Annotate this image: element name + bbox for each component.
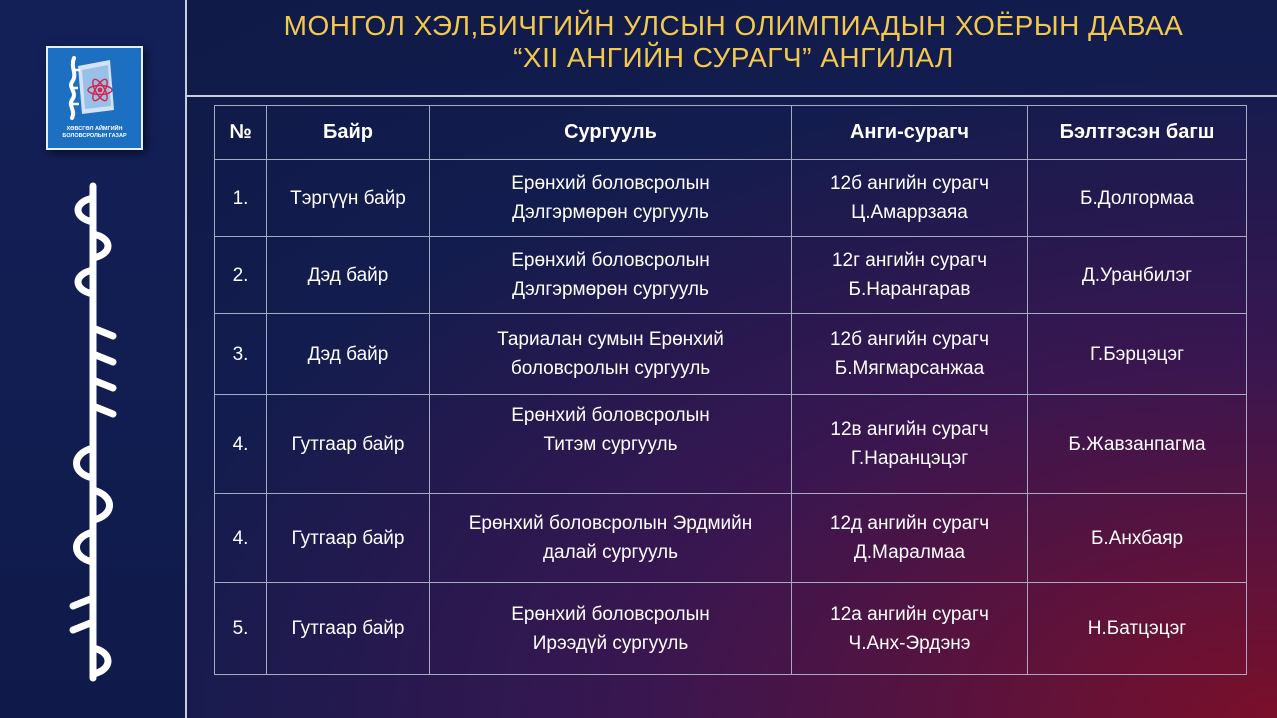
student-line: 12б ангийн сурагч: [829, 329, 990, 350]
school-line: Дэлгэрмөрөн сургууль: [512, 202, 709, 223]
logo-line-1: ХӨВСГӨЛ АЙМГИЙН: [66, 126, 123, 132]
header-place: Байр: [267, 106, 430, 160]
cell-school: [430, 395, 792, 494]
cell-teacher: Г.Бэрцэцэг: [1028, 314, 1247, 395]
school-line: Ерөнхий боловсролын: [511, 173, 710, 194]
divider-line: [185, 95, 1277, 97]
cell-number: 3.: [215, 314, 267, 395]
school-line: Ерөнхий боловсролын: [511, 603, 710, 625]
cell-place: Гутгаар байр: [267, 583, 430, 675]
logo-caption: [50, 126, 139, 140]
cell-student: [792, 494, 1028, 583]
table-row: [215, 494, 1247, 583]
school-line: далай сургууль: [542, 542, 679, 563]
student-line: Ч.Анх-Эрдэнэ: [848, 632, 971, 654]
student-line: Б.Мягмарсанжаа: [834, 358, 985, 379]
title-line-2: “XII АНГИЙН СУРАГЧ” АНГИЛАЛ: [513, 42, 954, 73]
header-number: №: [215, 106, 267, 160]
cell-teacher: Н.Батцэцэг: [1028, 583, 1247, 675]
cell-place: Гутгаар байр: [267, 395, 430, 494]
table-header-row: [215, 106, 1247, 160]
cell-student: [792, 237, 1028, 314]
cell-school: [430, 494, 792, 583]
table-row: [215, 237, 1247, 314]
header-student: Анги-сурагч: [792, 106, 1028, 160]
cell-teacher: Б.Анхбаяр: [1028, 494, 1247, 583]
cell-number: 4.: [215, 395, 267, 494]
school-line: Ирээдүй сургууль: [532, 632, 689, 654]
cell-school: [430, 583, 792, 675]
student-line: Г.Наранцэцэг: [850, 448, 969, 469]
cell-number: 4.: [215, 494, 267, 583]
cell-number: 5.: [215, 583, 267, 675]
cell-teacher: Б.Долгормаа: [1028, 160, 1247, 237]
school-line: Дэлгэрмөрөн сургууль: [512, 279, 709, 300]
sidebar: [0, 0, 187, 718]
student-line: 12в ангийн сурагч: [830, 419, 989, 440]
school-line: Тариалан сумын Ерөнхий: [497, 329, 724, 350]
school-line: Титэм сургууль: [543, 434, 678, 455]
cell-teacher: Д.Уранбилэг: [1028, 237, 1247, 314]
table-row: [215, 314, 1247, 395]
student-line: 12б ангийн сурагч: [829, 173, 990, 194]
student-line: Б.Нарангарав: [848, 279, 971, 300]
cell-number: 1.: [215, 160, 267, 237]
header-teacher: Бэлтгэсэн багш: [1028, 106, 1247, 160]
table-row: [215, 395, 1247, 494]
school-line: боловсролын сургууль: [510, 358, 711, 379]
cell-school: [430, 314, 792, 395]
school-line: Ерөнхий боловсролын: [511, 250, 710, 271]
school-line: Ерөнхий боловсролын: [511, 405, 710, 426]
cell-number: 2.: [215, 237, 267, 314]
title-line-1: МОНГОЛ ХЭЛ,БИЧГИЙН УЛСЫН ОЛИМПИАДЫН ХОЁРЫН ДАВАА: [283, 10, 1184, 41]
cell-place: Тэргүүн байр: [267, 160, 430, 237]
student-line: Ц.Амаррзаяа: [851, 202, 968, 223]
logo: [46, 46, 143, 150]
cell-place: Гутгаар байр: [267, 494, 430, 583]
cell-student: [792, 314, 1028, 395]
student-line: Д.Маралмаа: [853, 542, 966, 563]
results-table: [214, 105, 1247, 675]
student-line: 12д ангийн сурагч: [829, 513, 990, 534]
mongolian-script-icon: [58, 178, 128, 698]
cell-student: [792, 583, 1028, 675]
cell-teacher: Б.Жавзанпагма: [1028, 395, 1247, 494]
cell-student: [792, 395, 1028, 494]
logo-line-2: БОЛОВСРОЛЫН ГАЗАР: [62, 133, 127, 139]
cell-place: Дэд байр: [267, 237, 430, 314]
school-line: Ерөнхий боловсролын Эрдмийн: [468, 513, 753, 534]
cell-place: Дэд байр: [267, 314, 430, 395]
cell-school: [430, 160, 792, 237]
cell-school: [430, 237, 792, 314]
table-row: [215, 583, 1247, 675]
cell-student: [792, 160, 1028, 237]
student-line: 12а ангийн сурагч: [830, 603, 989, 625]
header-school: Сургууль: [430, 106, 792, 160]
table-row: [215, 160, 1247, 237]
student-line: 12г ангийн сурагч: [831, 250, 988, 271]
page-title: [190, 10, 1277, 74]
